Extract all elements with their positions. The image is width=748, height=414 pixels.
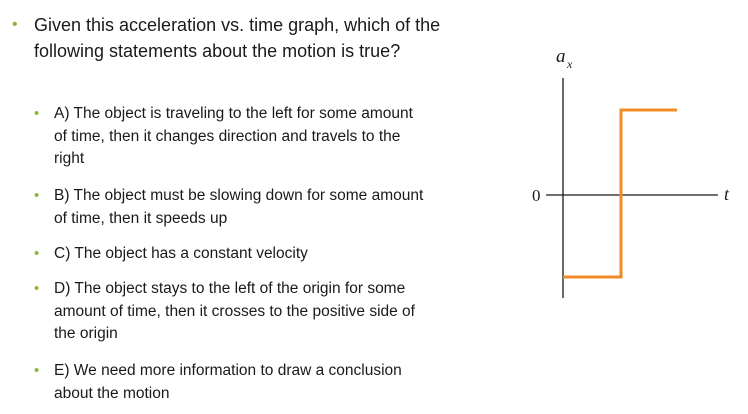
option-d: D) The object stays to the left of the origin for some amount of time, then it crosses to the positive side of the origin [54,280,415,342]
option-c-bullet: • [34,245,40,262]
origin-label: 0 [532,186,541,205]
question-bullet: • [12,16,18,33]
acceleration-time-graph [520,40,740,310]
option-a: A) The object is traveling to the left for some amount of time, then it changes direction and travels to the right [54,105,413,167]
y-axis-label: a [556,46,566,67]
option-b-bullet: • [34,187,40,204]
option-d-bullet: • [34,280,40,297]
option-e: E) We need more information to draw a conclusion about the motion [54,362,402,402]
question-text: Given this acceleration vs. time graph, which of the following statements about the motion is true? [34,15,441,61]
option-e-bullet: • [34,362,40,379]
x-axis-label: t [724,184,730,204]
y-axis-subscript: x [567,57,573,71]
option-a-bullet: • [34,105,40,122]
option-c: C) The object has a constant velocity [54,245,308,262]
acceleration-curve [563,110,677,277]
option-b: B) The object must be slowing down for some amount of time, then it speeds up [54,187,424,227]
